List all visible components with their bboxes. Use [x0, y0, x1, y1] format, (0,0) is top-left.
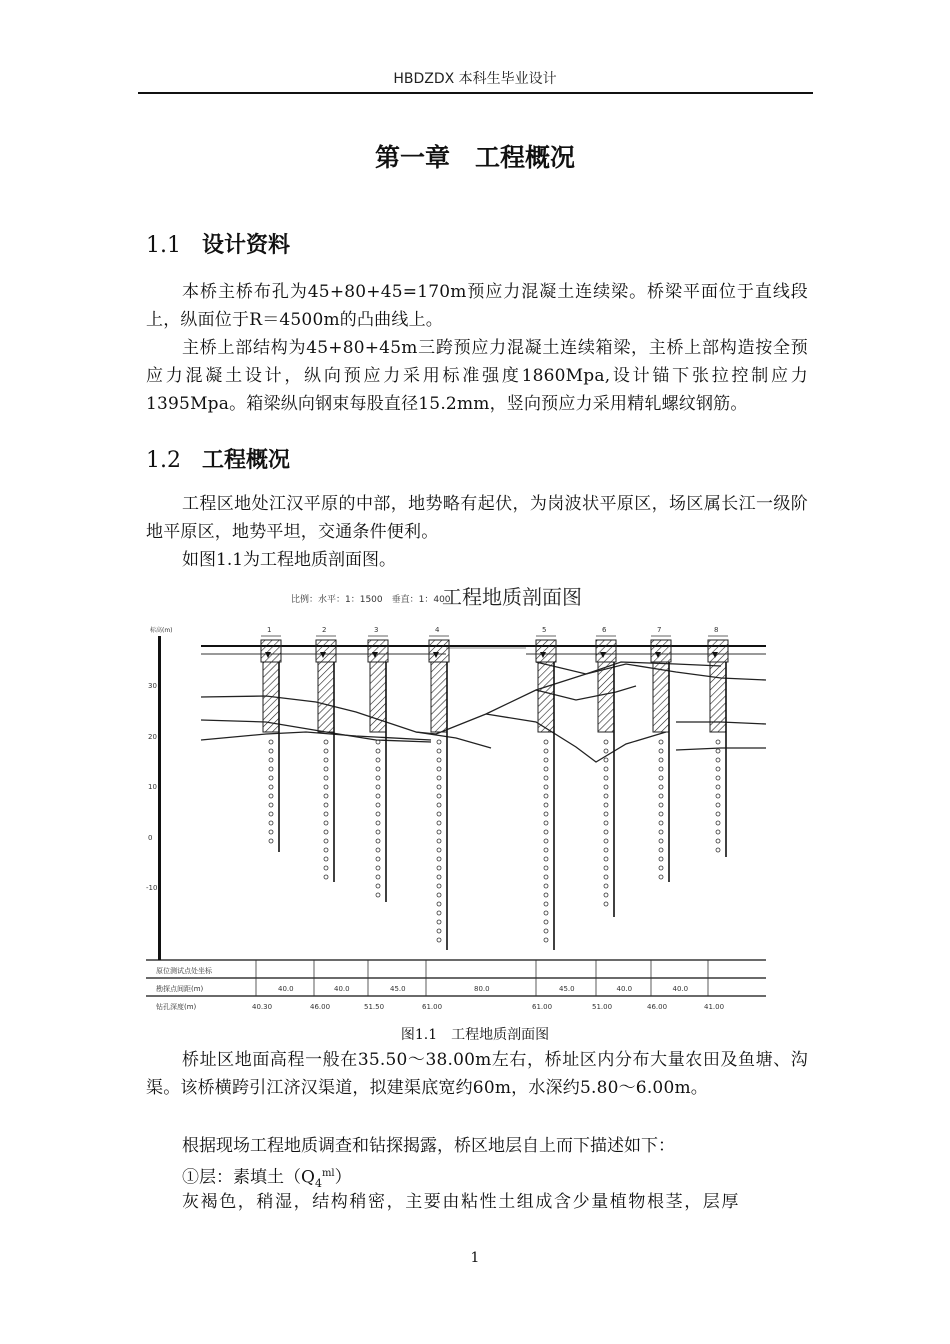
- gravel-symbol: [659, 740, 663, 744]
- gravel-symbol: [716, 812, 720, 816]
- gravel-symbol: [716, 740, 720, 744]
- borehole-group: [261, 626, 728, 950]
- gravel-symbol: [324, 740, 328, 744]
- gravel-symbol: [376, 776, 380, 780]
- gravel-symbol: [659, 803, 663, 807]
- gravel-symbol: [269, 794, 273, 798]
- gravel-symbol: [324, 758, 328, 762]
- gravel-symbol: [544, 749, 548, 753]
- borehole-clay-layer: [653, 662, 669, 732]
- gravel-symbol: [604, 902, 608, 906]
- gravel-symbol: [659, 758, 663, 762]
- gravel-symbol: [544, 830, 548, 834]
- gravel-symbol: [716, 830, 720, 834]
- spacing-value: 40.0: [616, 985, 633, 993]
- depth-value: 41.00: [704, 1003, 725, 1011]
- gravel-symbol: [544, 929, 548, 933]
- paragraph-figure-ref: 如图1.1为工程地质剖面图。: [182, 550, 397, 570]
- gravel-symbol: [269, 785, 273, 789]
- borehole-clay-layer: [710, 662, 726, 732]
- gravel-symbol: [437, 749, 441, 753]
- gravel-symbol: [604, 884, 608, 888]
- gravel-symbol: [659, 767, 663, 771]
- gravel-symbol: [269, 812, 273, 816]
- section-heading-1-1: [146, 228, 290, 259]
- gravel-symbol: [376, 803, 380, 807]
- gravel-symbol: [376, 848, 380, 852]
- spacing-value: 45.0: [390, 985, 406, 993]
- gravel-symbol: [324, 749, 328, 753]
- gravel-symbol: [604, 839, 608, 843]
- borehole-clay-layer: [431, 662, 447, 732]
- gravel-symbol: [659, 794, 663, 798]
- gravel-symbol: [437, 776, 441, 780]
- gravel-symbol: [716, 803, 720, 807]
- gravel-symbol: [376, 884, 380, 888]
- gravel-symbol: [544, 902, 548, 906]
- gravel-symbol: [716, 821, 720, 825]
- gravel-symbol: [659, 821, 663, 825]
- depth-value: 61.00: [532, 1003, 553, 1011]
- gravel-symbol: [544, 758, 548, 762]
- gravel-symbol: [437, 821, 441, 825]
- gravel-symbol: [376, 785, 380, 789]
- layer-boundary-line: [201, 732, 431, 740]
- gravel-symbol: [437, 857, 441, 861]
- borehole-fill-layer: [368, 640, 388, 662]
- gravel-symbol: [324, 848, 328, 852]
- borehole-fill-layer: [708, 640, 728, 662]
- table-cells: [252, 960, 724, 1011]
- gravel-symbol: [376, 794, 380, 798]
- gravel-symbol: [604, 767, 608, 771]
- gravel-symbol: [716, 848, 720, 852]
- gravel-symbol: [376, 866, 380, 870]
- paragraph-ground-elevation: 桥址区地面高程一般在35.50～38.00m左右，桥址区内分布大量农田及鱼塘、沟渠。该桥横跨引江济汉渠道，拟建渠底宽约60m，水深约5.80～6.00m。: [146, 1050, 808, 1098]
- gravel-symbol: [544, 740, 548, 744]
- gravel-symbol: [269, 839, 273, 843]
- gravel-symbol: [544, 893, 548, 897]
- gravel-symbol: [544, 794, 548, 798]
- section-number: 1.2: [146, 448, 181, 473]
- gravel-symbol: [269, 758, 273, 762]
- figure-scale-text: 比例：水平：1：1500 垂直：1：400: [291, 595, 451, 605]
- gravel-symbol: [544, 920, 548, 924]
- gravel-symbol: [324, 776, 328, 780]
- depth-value: 51.50: [364, 1003, 385, 1011]
- elevation-tick-minus-10: -10: [146, 884, 158, 892]
- gravel-symbol: [604, 776, 608, 780]
- gravel-symbol: [716, 749, 720, 753]
- spacing-value: 40.0: [278, 985, 294, 993]
- gravel-symbol: [604, 893, 608, 897]
- gravel-symbol: [659, 776, 663, 780]
- gravel-symbol: [437, 758, 441, 762]
- table-row-label: 勘探点间距(m): [156, 985, 204, 993]
- gravel-symbol: [437, 902, 441, 906]
- paragraph-bridge-layout: 本桥主桥布孔为45+80+45=170m预应力混凝土连续梁。桥梁平面位于直线段上，纵面位于R＝4500m的凸曲线上。: [146, 282, 808, 330]
- gravel-symbol: [544, 767, 548, 771]
- gravel-symbol: [716, 776, 720, 780]
- header-rule: [138, 92, 813, 94]
- gravel-symbol: [437, 740, 441, 744]
- gravel-symbol: [659, 785, 663, 789]
- gravel-symbol: [544, 812, 548, 816]
- gravel-symbol: [604, 740, 608, 744]
- gravel-symbol: [376, 758, 380, 762]
- gravel-symbol: [716, 767, 720, 771]
- gravel-symbol: [437, 866, 441, 870]
- gravel-symbol: [716, 785, 720, 789]
- gravel-symbol: [376, 830, 380, 834]
- borehole-fill-layer: [261, 640, 281, 662]
- borehole-label: 2: [322, 626, 327, 634]
- section-title: 设计资料: [202, 233, 291, 258]
- gravel-symbol: [376, 857, 380, 861]
- gravel-symbol: [324, 875, 328, 879]
- borehole-clay-layer: [598, 662, 614, 732]
- gravel-symbol: [376, 749, 380, 753]
- gravel-symbol: [544, 839, 548, 843]
- gravel-symbol: [376, 875, 380, 879]
- figure-title: 工程地质剖面图: [442, 585, 582, 609]
- borehole-label: 5: [542, 626, 547, 634]
- gravel-symbol: [324, 866, 328, 870]
- gravel-symbol: [437, 875, 441, 879]
- depth-value: 40.30: [252, 1003, 273, 1011]
- gravel-symbol: [376, 812, 380, 816]
- paragraph-strata-intro: 根据现场工程地质调查和钻探揭露，桥区地层自上而下描述如下：: [182, 1136, 675, 1156]
- gravel-symbol: [437, 938, 441, 942]
- gravel-symbol: [604, 830, 608, 834]
- elevation-tick-20: 20: [148, 733, 157, 741]
- page-number: 1: [470, 1250, 480, 1266]
- borehole-fill-layer: [596, 640, 616, 662]
- gravel-symbol: [544, 911, 548, 915]
- gravel-symbol: [437, 803, 441, 807]
- gravel-symbol: [437, 794, 441, 798]
- gravel-symbol: [544, 857, 548, 861]
- borehole-fill-layer: [536, 640, 556, 662]
- layer-1-sub: 4: [314, 1177, 322, 1191]
- gravel-symbol: [269, 740, 273, 744]
- geology-profile-drawing: [146, 582, 781, 1018]
- elevation-axis-label: 标高(m): [150, 627, 173, 634]
- gravel-symbol: [324, 821, 328, 825]
- paragraph-site-location: 工程区地处江汉平原的中部，地势略有起伏，为岗波状平原区，场区属长江一级阶地平原区，地势平坦，交通条件便利。: [146, 494, 808, 542]
- gravel-symbol: [659, 866, 663, 870]
- gravel-symbol: [716, 758, 720, 762]
- borehole-label: 1: [267, 626, 272, 634]
- gravel-symbol: [437, 884, 441, 888]
- borehole-label: 3: [374, 626, 379, 634]
- gravel-symbol: [604, 875, 608, 879]
- gravel-symbol: [437, 893, 441, 897]
- gravel-symbol: [544, 875, 548, 879]
- gravel-symbol: [324, 857, 328, 861]
- borehole-fill-layer: [429, 640, 449, 662]
- elevation-scale-bar: [158, 636, 161, 960]
- section-title: 工程概况: [202, 448, 291, 473]
- borehole-fill-layer: [651, 640, 671, 662]
- section-number: 1.1: [146, 233, 181, 258]
- layer-1-suffix: ）: [334, 1167, 352, 1188]
- gravel-symbol: [324, 839, 328, 843]
- gravel-symbol: [269, 767, 273, 771]
- gravel-symbol: [324, 812, 328, 816]
- spacing-value: 45.0: [559, 985, 575, 993]
- gravel-symbol: [604, 758, 608, 762]
- gravel-symbol: [604, 821, 608, 825]
- gravel-symbol: [324, 803, 328, 807]
- layer-1-prefix: ①层：素填土（Q: [182, 1167, 315, 1188]
- spacing-value: 40.0: [672, 985, 689, 993]
- gravel-symbol: [659, 857, 663, 861]
- elevation-tick-10: 10: [148, 783, 157, 791]
- elevation-tick-30: 30: [148, 682, 157, 690]
- gravel-symbol: [376, 767, 380, 771]
- gravel-symbol: [659, 749, 663, 753]
- gravel-symbol: [659, 830, 663, 834]
- borehole-label: 7: [657, 626, 662, 634]
- gravel-symbol: [604, 785, 608, 789]
- table-row-label: 原位测试点处坐标: [156, 967, 212, 975]
- borehole-clay-layer: [318, 662, 334, 732]
- gravel-symbol: [437, 839, 441, 843]
- paragraph-layer-1-desc: 灰褐色，稍湿，结构稍密，主要由粘性土组成含少量植物根茎，层厚: [182, 1192, 740, 1212]
- paragraph-superstructure: 主桥上部结构为45+80+45m三跨预应力混凝土连续箱梁，主桥上部构造按全预应力混凝土设计，纵向预应力采用标准强度1860Mpa,设计锚下张拉控制应力1395Mpa。箱梁纵向钢束每股直径15.2mm，竖向预应力采用精轧螺纹钢筋。: [146, 338, 808, 414]
- gravel-symbol: [324, 794, 328, 798]
- gravel-symbol: [269, 749, 273, 753]
- gravel-symbol: [544, 884, 548, 888]
- gravel-symbol: [604, 848, 608, 852]
- borehole-label: 6: [602, 626, 607, 634]
- gravel-symbol: [269, 821, 273, 825]
- gravel-symbol: [544, 785, 548, 789]
- gravel-symbol: [659, 812, 663, 816]
- layer-boundary-line: [486, 714, 666, 762]
- depth-value: 61.00: [422, 1003, 443, 1011]
- gravel-symbol: [716, 794, 720, 798]
- gravel-symbol: [544, 866, 548, 870]
- gravel-symbol: [716, 839, 720, 843]
- chapter-title: 第一章 工程概况: [374, 143, 575, 172]
- gravel-symbol: [659, 875, 663, 879]
- gravel-symbol: [269, 803, 273, 807]
- geology-profile-figure: [146, 582, 781, 1018]
- layer-boundary-line: [676, 748, 766, 750]
- gravel-symbol: [544, 848, 548, 852]
- gravel-symbol: [437, 920, 441, 924]
- elevation-tick-0: 0: [148, 834, 153, 842]
- borehole-label: 8: [714, 626, 719, 634]
- layer-1-sup: ml: [321, 1168, 335, 1179]
- gravel-symbol: [437, 812, 441, 816]
- gravel-symbol: [604, 866, 608, 870]
- borehole-clay-layer: [370, 662, 386, 732]
- gravel-symbol: [437, 767, 441, 771]
- gravel-symbol: [604, 794, 608, 798]
- borehole-clay-layer: [263, 662, 279, 732]
- gravel-symbol: [324, 767, 328, 771]
- gravel-symbol: [437, 929, 441, 933]
- gravel-symbol: [269, 776, 273, 780]
- borehole-label: 4: [435, 626, 440, 634]
- gravel-symbol: [604, 812, 608, 816]
- gravel-symbol: [544, 776, 548, 780]
- gravel-symbol: [437, 830, 441, 834]
- gravel-symbol: [544, 803, 548, 807]
- gravel-symbol: [437, 911, 441, 915]
- depth-value: 46.00: [647, 1003, 668, 1011]
- gravel-symbol: [604, 857, 608, 861]
- gravel-symbol: [659, 839, 663, 843]
- depth-value: 46.00: [310, 1003, 331, 1011]
- gravel-symbol: [269, 830, 273, 834]
- gravel-symbol: [437, 848, 441, 852]
- spacing-value: 40.0: [334, 985, 350, 993]
- gravel-symbol: [659, 848, 663, 852]
- gravel-symbol: [544, 938, 548, 942]
- page-header: HBDZDX 本科生毕业设计: [393, 71, 557, 87]
- gravel-symbol: [376, 839, 380, 843]
- gravel-symbol: [376, 893, 380, 897]
- gravel-symbol: [544, 821, 548, 825]
- section-heading-1-2: [146, 443, 290, 474]
- gravel-symbol: [604, 749, 608, 753]
- gravel-symbol: [324, 830, 328, 834]
- table-row-label: 钻孔深度(m): [156, 1003, 197, 1011]
- borehole-fill-layer: [316, 640, 336, 662]
- depth-value: 51.00: [592, 1003, 613, 1011]
- gravel-symbol: [324, 785, 328, 789]
- gravel-symbol: [604, 803, 608, 807]
- spacing-value: 80.0: [474, 985, 490, 993]
- gravel-symbol: [376, 821, 380, 825]
- gravel-symbol: [437, 785, 441, 789]
- borehole-clay-layer: [538, 662, 554, 732]
- figure-caption: 图1.1 工程地质剖面图: [400, 1027, 550, 1043]
